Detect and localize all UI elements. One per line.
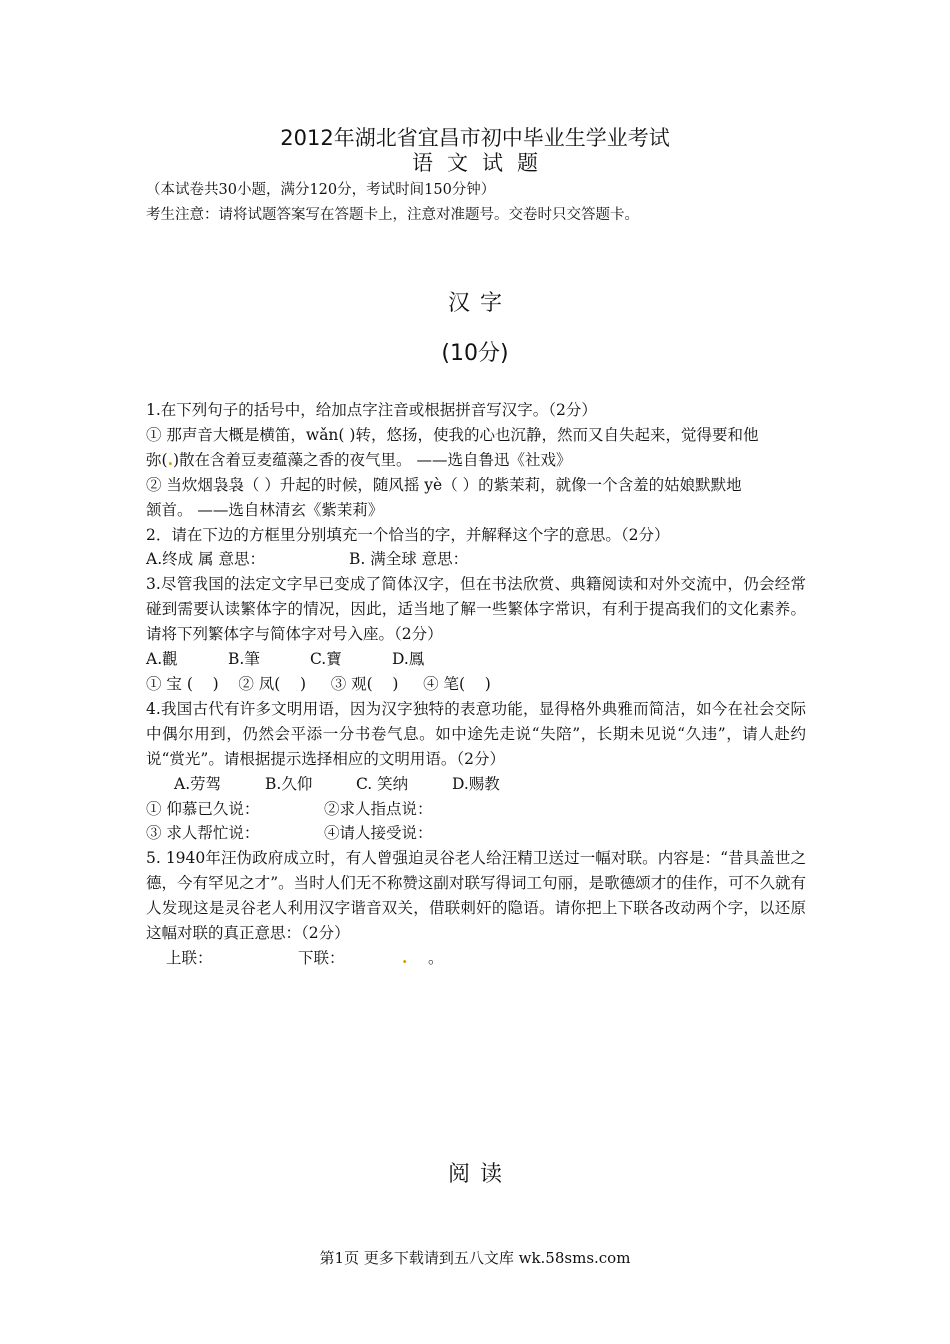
exam-title: 2012年湖北省宜昌市初中毕业生学业考试 <box>280 126 670 150</box>
q4-prompts-row1: ① 仰慕已久说： ②求人指点说： <box>146 799 433 818</box>
q2-options: A.终成 属 意思： B. 满全球 意思： <box>146 550 469 569</box>
page-footer: 第1页 更多下载请到五八文库 wk.58sms.com <box>319 1249 631 1267</box>
exam-subtitle: （本试卷共30小题，满分120分，考试时间150分钟） <box>146 182 496 198</box>
section-heading-reading: 阅读 <box>447 1162 512 1187</box>
section-heading-hanzi: 汉字 <box>447 291 512 316</box>
questions-body <box>146 398 806 971</box>
q3-options: A.觀 B.筆 C.寶 D.鳳 <box>146 650 425 669</box>
q4-options: A.劳驾 B.久仰 C. 笑纳 D.赐教 <box>174 774 500 793</box>
exam-notice: 考生注意：请将试题答案写在答题卡上，注意对准题号。交卷时只交答题卡。 <box>146 207 639 223</box>
section-score: (10分) <box>441 341 509 366</box>
q1-stem: 1.在下列句子的括号中，给加点字注音或根据拼音写汉字。（2分） <box>146 401 597 419</box>
q1-sentence-2a: ② 当炊烟袅袅（ ）升起的时候，随风摇 yè（ ）的紫茉莉，就像一个含羞的姑娘默默地 <box>146 475 742 494</box>
q3-answers: ① 宝 ( ) ② 凤( ) ③ 观( ) ④ 笔( ) <box>146 674 491 693</box>
q3-stem: 3.尽管我国的法定文字早已变成了简体汉字，但在书法欣赏、典籍阅读和对外交流中，仍会经常碰到需要认读繁体字的情况，因此，适当地了解一些繁体字常识，有利于提高我们的文化素养。请将下列繁体字与简体字对号入座。（2分） <box>146 575 806 644</box>
emphasis-dot: . <box>402 947 408 967</box>
q5-answer-line: 上联： 下联： . 。 <box>146 946 806 971</box>
q5-stem: 5. 1940年汪伪政府成立时，有人曾强迫灵谷老人给汪精卫送过一幅对联。内容是：“昔具盖世之德，今有罕见之才”。当时人们无不称赞这副对联写得词工句丽，是歌德颂才的佳作，可不久就有人发现这是灵谷老人利用汉字谐音双关，借联刺奸的隐语。请你把上下联各改动两个字，以还原这幅对联的真正意思：（2分） <box>146 849 806 943</box>
emphasis-dot: . <box>167 449 173 469</box>
q1-sentence-1a: ① 那声音大概是横笛，wǎn( )转，悠扬，使我的心也沉静，然而又自失起来，觉得要和他 <box>146 425 759 444</box>
q2-stem: 2．请在下边的方框里分别填充一个恰当的字，并解释这个字的意思。（2分） <box>146 525 670 544</box>
q4-prompts-row2: ③ 求人帮忙说： ④请人接受说： <box>146 824 433 843</box>
q1-sentence-1b: 弥(.)散在含着豆麦蕴藻之香的夜气里。 ——选自鲁迅《社戏》 <box>146 449 572 469</box>
subject-title: 语文试题 <box>412 151 552 175</box>
q4-stem: 4.我国古代有许多文明用语，因为汉字独特的表意功能，显得格外典雅而简洁，如今在社会交际中偶尔用到，仍然会平添一分书卷气息。如中途先走说“失陪”，长期未见说“久违”，请人赴约说“赏光”。请根据提示选择相应的文明用语。（2分） <box>146 699 806 768</box>
q1-sentence-2b: 颔首。 ——选自林清玄《紫茉莉》 <box>146 500 384 519</box>
